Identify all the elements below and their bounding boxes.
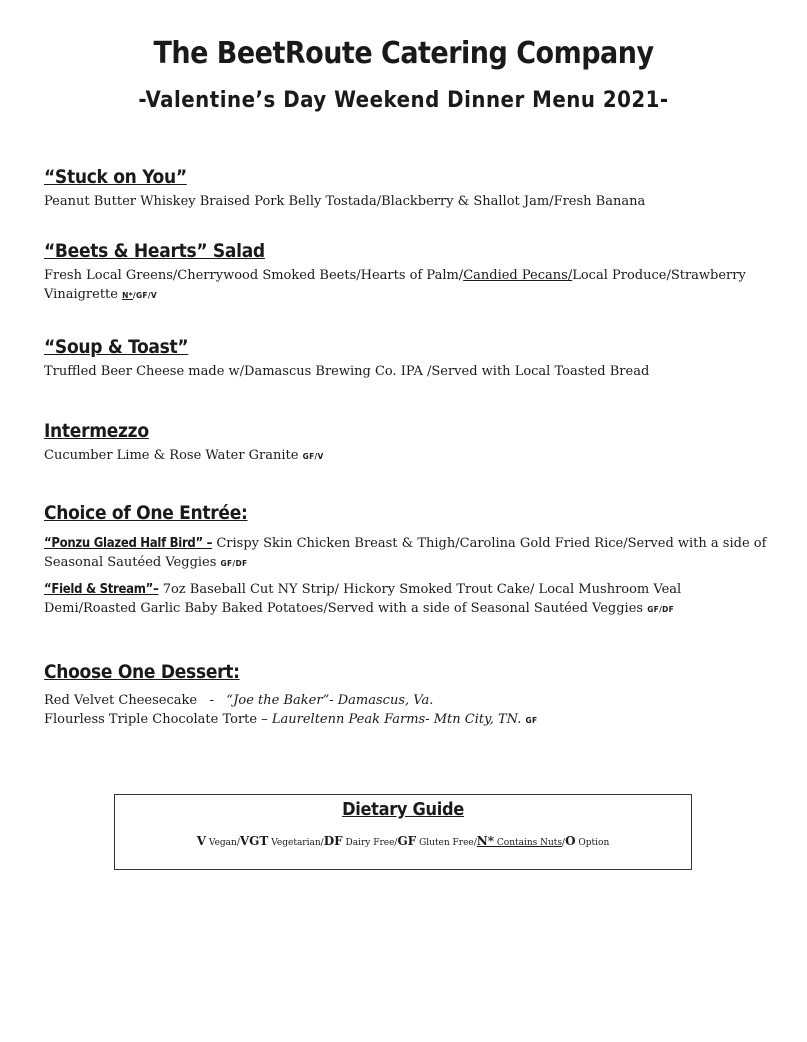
entree-name: “Ponzu Glazed Half Bird” – bbox=[44, 536, 213, 551]
diet-tag-nut: N* bbox=[122, 291, 133, 300]
diet-tag: GF/V bbox=[302, 452, 324, 461]
entree-section bbox=[44, 502, 774, 619]
company-title: The BeetRoute Catering Company bbox=[153, 36, 654, 71]
dessert-heading: Choose One Dessert: bbox=[44, 661, 240, 683]
dessert-source: Laureltenn Peak Farms- Mtn City, TN. bbox=[271, 712, 522, 727]
dessert-item: Red Velvet Cheesecake - “Joe the Baker”- Damascus, Va. bbox=[44, 693, 434, 708]
course-heading: “Beets & Hearts” Salad bbox=[44, 240, 265, 262]
entree-name: “Field & Stream”– bbox=[44, 582, 159, 597]
menu-subtitle: -Valentine’s Day Weekend Dinner Menu 2021- bbox=[138, 88, 669, 113]
course-heading: Intermezzo bbox=[44, 420, 149, 442]
diet-tag: GF/DF bbox=[647, 605, 675, 614]
dessert-source: “Joe the Baker”- Damascus, Va. bbox=[226, 693, 434, 708]
course-salad bbox=[44, 240, 774, 305]
entree-heading: Choice of One Entrée: bbox=[44, 502, 248, 524]
course-heading: “Soup & Toast” bbox=[44, 336, 189, 358]
diet-tag: GF bbox=[525, 716, 538, 725]
course-description: Peanut Butter Whiskey Braised Pork Belly Tostada/Blackberry & Shallot Jam/Fresh Banana bbox=[44, 194, 646, 209]
course-heading: “Stuck on You” bbox=[44, 166, 187, 188]
course-description: Fresh Local Greens/Cherrywood Smoked Beets/Hearts of Palm/Candied Pecans/Local Produce/Strawberry Vinaigrette N*/GF/V bbox=[44, 268, 746, 302]
entree-item: “Field & Stream”– 7oz Baseball Cut NY Strip/ Hickory Smoked Trout Cake/ Local Mushroom Veal Demi/Roasted Garlic Baby Baked Potatoes/Served with a side of Seasonal Sautéed Veggies GF/DF bbox=[44, 582, 682, 616]
dessert-section bbox=[44, 661, 774, 730]
diet-tag: /GF/V bbox=[132, 291, 157, 300]
entree-item: “Ponzu Glazed Half Bird” – Crispy Skin Chicken Breast & Thigh/Carolina Gold Fried Rice/Served with a side of Seasonal Sautéed Veggies GF/DF bbox=[44, 536, 767, 570]
course-description: Truffled Beer Cheese made w/Damascus Brewing Co. IPA /Served with Local Toasted Bread bbox=[44, 364, 650, 379]
dessert-item: Flourless Triple Chocolate Torte – Laureltenn Peak Farms- Mtn City, TN. GF bbox=[44, 712, 538, 727]
nut-ingredient: Candied Pecans/ bbox=[463, 268, 573, 283]
diet-tag: GF/DF bbox=[220, 559, 248, 568]
course-intermezzo bbox=[44, 420, 774, 466]
dietary-guide-box bbox=[114, 794, 692, 870]
course-stuck-on-you bbox=[44, 166, 774, 211]
course-soup bbox=[44, 336, 774, 381]
course-description: Cucumber Lime & Rose Water Granite GF/V bbox=[44, 448, 324, 463]
dietary-guide-legend: V Vegan/VGT Vegetarian/DF Dairy Free/GF Gluten Free/N* Contains Nuts/O Option bbox=[196, 834, 610, 848]
dietary-guide-title: Dietary Guide bbox=[342, 799, 464, 820]
